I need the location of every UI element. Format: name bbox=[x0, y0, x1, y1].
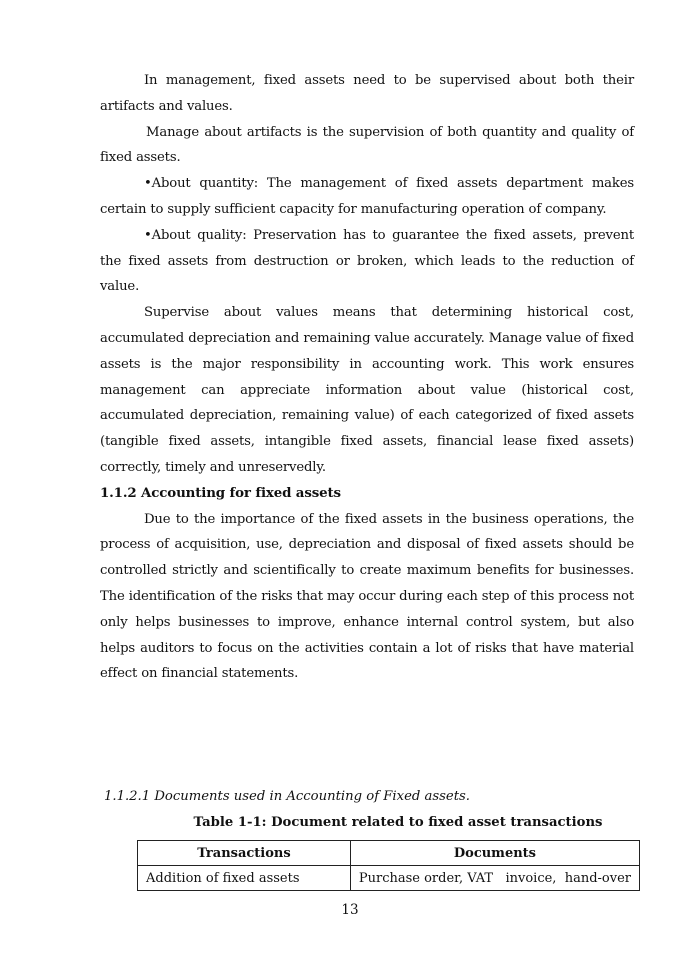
paragraph: Due to the importance of the fixed assets in the business operations, the process of acquisition, use, depreciation and disposal of fixed assets should be controlled strictly and scientifically to create maximum benefits for businesses. The identification of the risks that may occur during each step of this process not only helps businesses to improve, enhance internal control system, but also helps auditors to focus on the activities contain a lot of risks that have material effect on financial statements. bbox=[100, 511, 634, 682]
paragraph: Manage about artifacts is the supervision of both quantity and quality of fixed assets. bbox=[100, 124, 634, 166]
bullet-paragraph: •About quality: Preservation has to guarantee the fixed assets, prevent the fixed assets from destruction or broken, which leads to the reduction of value. bbox=[100, 227, 634, 295]
bullet-paragraph: •About quantity: The management of fixed assets department makes certain to supply sufficient capacity for manufacturing operation of company. bbox=[100, 176, 634, 217]
documents-table bbox=[137, 840, 640, 891]
table-cell: Addition of fixed assets bbox=[138, 866, 351, 891]
column-header: Transactions bbox=[138, 841, 351, 866]
table-row bbox=[138, 866, 640, 891]
body-text bbox=[100, 68, 634, 687]
table-cell: Purchase order, VAT invoice, hand-over bbox=[350, 866, 639, 891]
paragraph: Supervise about values means that determining historical cost, accumulated depreciation and remaining value accurately. Manage value of fixed assets is the major responsibility in accounting work. This work ensures management can appreciate information about value (historical cost, accumulated depreciation, remaining value) of each categorized of fixed assets (tangible fixed assets, intangible fixed assets, financial lease fixed assets) correctly, timely and unreservedly. bbox=[100, 305, 634, 475]
column-header: Documents bbox=[350, 841, 639, 866]
paragraph: In management, fixed assets need to be supervised about both their artifacts and values. bbox=[100, 73, 634, 114]
page-number: 13 bbox=[341, 902, 359, 918]
section-heading: 1.1.2 Accounting for fixed assets bbox=[100, 484, 341, 501]
subsection-heading: 1.1.2.1 Documents used in Accounting of Fixed assets. bbox=[104, 789, 470, 804]
table-caption: Table 1-1: Document related to fixed asset transactions bbox=[193, 815, 603, 830]
table-header-row bbox=[138, 841, 640, 866]
